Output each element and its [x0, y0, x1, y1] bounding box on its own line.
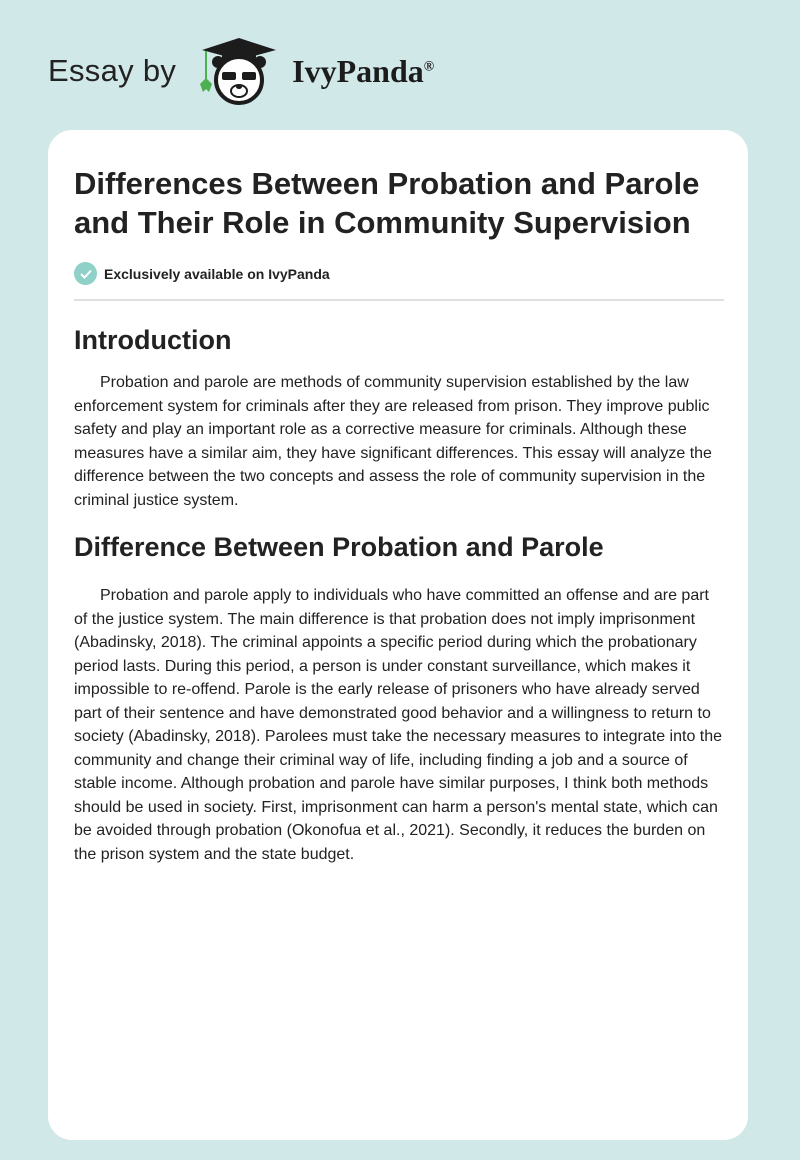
section-paragraph: Probation and parole apply to individuals who have committed an offense and are part of the justice system. The main difference is that probation does not imply imprisonment (Abadinsky, 2018). The criminal appoints a specific period during which the probationary period lasts. During this period, a person is under constant surveillance, which makes it impossible to re-offend. Parole is the early release of prisoners who have already served part of their sentence and have demonstrated good behavior and a willingness to return to society (Abadinsky, 2018). Parolees must take the necessary measures to integrate into the community and change their criminal way of life, including finding a job and a source of stable income. Although probation and parole have similar purposes, I think both methods should be used in society. First, imprisonment can harm a person's mental state, which can be avoided through probation (Okonofua et al., 2021). Secondly, it reduces the burden on the prison system and the state budget. — [74, 587, 723, 863]
essay-title: Differences Between Probation and Parole and Their Role in Community Supervision — [74, 166, 700, 240]
exclusive-badge — [74, 262, 724, 285]
divider — [74, 299, 724, 301]
essay-by-label: Essay by — [48, 53, 177, 88]
site-header — [48, 36, 434, 106]
registered-mark: ® — [423, 58, 435, 74]
panda-logo-icon[interactable] — [194, 36, 284, 106]
brand-text: IvyPanda — [292, 52, 424, 89]
section-heading: Introduction — [74, 325, 232, 355]
check-icon — [74, 262, 97, 285]
section-heading: Difference Between Probation and Parole — [74, 532, 604, 562]
badge-text: Exclusively available on IvyPanda — [104, 265, 330, 282]
brand-name[interactable] — [292, 53, 434, 90]
section-paragraph: Probation and parole are methods of community supervision established by the law enforcement system for criminals after they are released from prison. They improve public safety and play an important role as a corrective measure for criminals. Although these measures have a similar aim, they have significant differences. This essay will analyze the difference between the two concepts and assess the role of community supervision in the criminal justice system. — [74, 374, 712, 509]
essay-card — [48, 130, 748, 1140]
